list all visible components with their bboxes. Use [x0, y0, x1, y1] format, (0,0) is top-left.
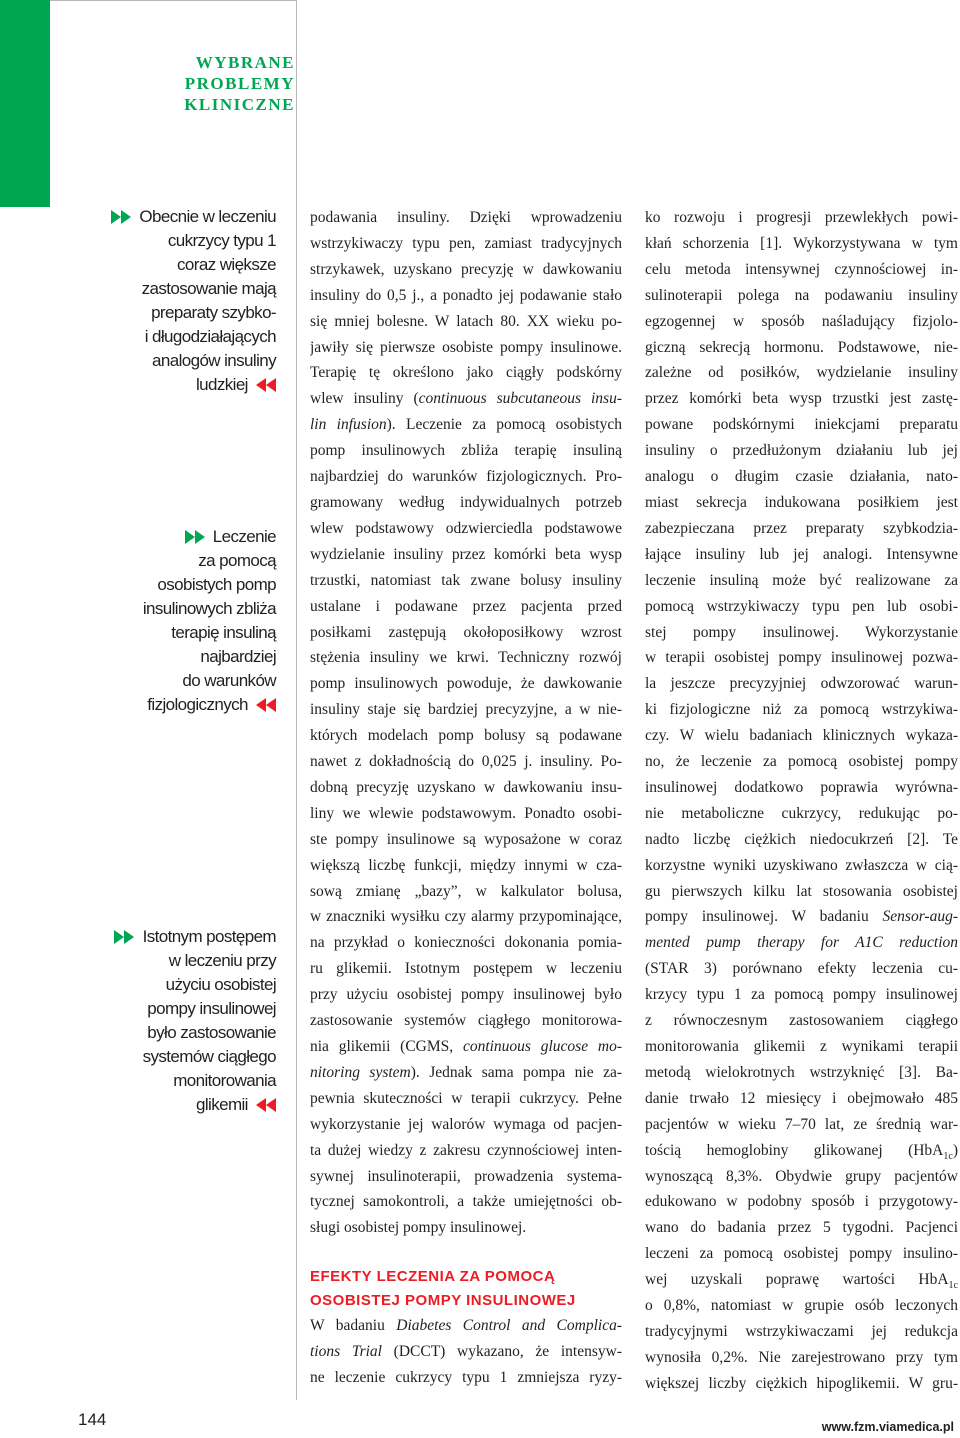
section-tag-line: WYBRANE [195, 53, 295, 72]
body-line: wykorzystanie jej walorów wymaga od pacjen- [310, 1115, 622, 1133]
body-line: Terapię tę określono jako ciągły podskórny [310, 364, 622, 382]
body-line: ko rozwoju i progresji przewlekłych powi- [645, 209, 958, 226]
pull-quote-line: najbardziej [200, 647, 276, 666]
body-line: ste pompy insulinowe są wyposażone w coraz [310, 830, 622, 848]
pull-quote-line: systemów ciągłego [142, 1047, 276, 1066]
section-color-block [0, 0, 50, 207]
pull-quote-line: za pomocą [198, 551, 276, 570]
body-line: wynoszącą 8,3%. Obydwie grupy pacjentów [645, 1167, 958, 1185]
body-line: wano do badania przez 5 tygodni. Pacjenci [645, 1219, 958, 1237]
body-line: w znaczniki wysiłku czy alarmy przypominające, [310, 908, 622, 926]
body-line: ru glikemii. Istotnym postępem w leczeniu [310, 960, 622, 978]
pull-quote-line: coraz większe [177, 255, 276, 274]
body-column-2 [645, 205, 958, 1397]
body-line: pomp insulinowych zbliża terapię insuliną [310, 442, 622, 460]
pull-quote-line: osobistych pomp [157, 575, 276, 594]
pull-quote-line: użyciu osobistej [165, 975, 276, 994]
body-line: wynosiła 0,2%. Nie zarejestrowano przy tym [645, 1348, 958, 1366]
body-line: analogu o długim czasie działania, nato- [645, 468, 958, 486]
body-line: pomocą wstrzykiwaczy typu pen lub osobi- [645, 597, 958, 615]
body-line: najbardziej do warunków fizjologicznych. Pro- [310, 468, 622, 486]
body-line: leczenie insuliną może być realizowane za [645, 571, 958, 589]
body-line: na przykład o konieczności dokonania pomia- [310, 934, 622, 952]
body-column-1 [310, 205, 622, 1391]
body-line: insulinowej dodatkowo poprawia wyrówna- [645, 778, 958, 796]
body-line: stężenia insuliny we krwi. Techniczny rozwój [310, 649, 622, 667]
pull-quote-line: terapię insuliną [171, 623, 276, 642]
body-line: pomp insulinowych powoduje, że dawkowanie [310, 675, 622, 693]
double-arrow-right-icon [114, 930, 138, 944]
body-line: ki fizjologiczne niż za pomocą wstrzykiwa- [645, 701, 958, 719]
body-line: leczeni za pomocą osobistej pompy insulino- [645, 1245, 958, 1263]
body-line: powane podskórnymi iniekcjami preparatu [645, 416, 958, 434]
section-tag-line: PROBLEMY [184, 74, 295, 93]
body-line: tions Trial (DCCT) wykazano, że intensyw- [310, 1343, 622, 1361]
body-line: no, że leczenie za pomocą osobistej pompy [645, 753, 958, 771]
pull-quote-line: glikemii [195, 1095, 248, 1114]
page-number: 144 [78, 1410, 107, 1429]
body-line: o 0,8%, natomiast w grupie osób leczonych [645, 1297, 958, 1315]
body-line: W badaniu Diabetes Control and Complica- [310, 1317, 622, 1335]
double-arrow-right-icon [185, 530, 209, 544]
body-line: zabezpieczana przez preparaty szybkodzia- [645, 519, 958, 537]
body-line: ne leczenie cukrzycy typu 1 zmniejsza ryzy- [310, 1369, 622, 1387]
double-arrow-left-icon [252, 378, 276, 392]
body-line: kłań schorzenia [1]. Wykorzystywana w tym [645, 234, 958, 252]
site-url[interactable]: www.fzm.viamedica.pl [821, 1420, 954, 1434]
body-line: insuliny do 0,5 j., a ponadto jej podawanie stało [310, 286, 622, 304]
section-tag [60, 52, 295, 115]
pull-quote-line: Obecnie w leczeniu [139, 207, 276, 226]
pull-quote-line: ludzkiej [195, 375, 248, 394]
body-line: przy użyciu osobistej pompy insulinowej było [310, 986, 622, 1004]
body-line: celu metoda intensywnej czynnościowej in- [645, 260, 958, 278]
body-line: przez komórki beta wysp trzustki jest zastę- [645, 390, 958, 408]
body-line: la jeszcze precyzyjniej odwzorować warun- [645, 675, 958, 693]
section-tag-line: KLINICZNE [184, 95, 295, 114]
body-line: insuliny o przedłużonym działaniu lub jej [645, 442, 958, 460]
body-line: nadto liczbę ciężkich niedocukrzeń [2]. Te [645, 830, 958, 848]
pull-quote-line: do warunków [182, 671, 276, 690]
body-line: sywnej insulinoterapii, prowadzenia systema- [310, 1167, 622, 1185]
body-line: mented pump therapy for A1C reduction [645, 934, 958, 952]
pull-quote-line: insulinowych zbliża [142, 599, 276, 618]
pull-quote-line: w leczeniu przy [168, 951, 276, 970]
body-line: sługi osobistej pompy insulinowej. [310, 1219, 527, 1237]
body-line: z równoczesnym zastosowaniem ciągłego [645, 1012, 958, 1030]
body-line: strzykawek, uzyskano precyzję w dawkowaniu [310, 260, 622, 278]
column-divider [296, 0, 297, 1400]
body-line: tością hemoglobiny glikowanej (HbA$_{1c}$) [645, 1141, 958, 1162]
body-line: insuliny staje się bardziej precyzyjne, a w nie- [310, 701, 622, 719]
body-line: gramowany według indywidualnych potrzeb [310, 493, 622, 511]
body-line: lin infusion). Leczenie za pomocą osobistych [310, 416, 622, 434]
double-arrow-left-icon [252, 1098, 276, 1112]
body-line: wydzielanie insuliny przez komórki beta wysp [310, 545, 622, 563]
body-line: wstrzykiwaczy typu pen, zamiast tradycyjnych [310, 234, 622, 252]
body-line: ta dużej wiedzy z zakresu czynnościowej inten- [310, 1141, 622, 1159]
double-arrow-right-icon [111, 210, 135, 224]
body-line: posiłkami zastępują okołoposiłkowy wzrost [310, 623, 622, 641]
body-line: egzogennej w sposób naśladujący fizjolo- [645, 312, 958, 330]
pull-quote-line: preparaty szybko- [151, 303, 276, 322]
body-line: pacjentów w wieku 7–70 lat, ze średnią war- [645, 1115, 958, 1133]
body-line: monitorowania glikemii z wynikami terapii [645, 1038, 958, 1055]
pull-quote-2 [143, 525, 276, 717]
body-line: czy. W wielu badaniach klinicznych wykaza- [645, 727, 958, 745]
body-line: stej pompy insulinowej. Wykorzystanie [645, 623, 958, 641]
body-line: większą liczbę funkcji, między innymi w cza- [310, 856, 622, 874]
body-line: pewnia skuteczności w terapii cukrzycy. Pełne [310, 1089, 622, 1107]
body-line: większej liczby ciężkich hipoglikemii. W gru- [645, 1374, 958, 1392]
pull-quote-line: Leczenie [212, 527, 276, 546]
pull-quote-3 [114, 925, 276, 1117]
body-line: krzycy typu 1 za pomocą pompy insulinowej [645, 986, 958, 1004]
pull-quote-line: fizjologicznych [147, 695, 248, 714]
body-line: nawet z dokładnością do 0,025 j. insuliny. Po- [310, 753, 622, 771]
pull-quote-line: cukrzycy typu 1 [167, 231, 276, 250]
body-line: sulinoterapii polega na podawaniu insuliny [645, 286, 958, 304]
body-line: pompy insulinowej. W badaniu Sensor-aug- [645, 908, 958, 926]
body-line: nia glikemii (CGMS, continuous glucose mo- [310, 1038, 622, 1055]
body-line: liny we wlewie podstawowym. Ponadto osobi- [310, 804, 622, 822]
pull-quote-line: analogów insuliny [152, 351, 276, 370]
body-line: sową zmianę „bazy”, w kalkulator bolusa, [310, 882, 622, 900]
pull-quote-line: pompy insulinowej [147, 999, 276, 1018]
pull-quote-line: monitorowania [173, 1071, 276, 1090]
pull-quote-1 [111, 205, 276, 397]
body-line: się mniej bolesne. W latach 80. XX wieku po- [310, 312, 622, 330]
body-line: danie trwało 12 miesięcy i obejmowało 485 [645, 1089, 958, 1107]
top-rule [50, 0, 296, 1]
body-line: metodą wielokrotnych wstrzyknięć [3]. Ba- [645, 1063, 958, 1081]
body-line: zależne od posiłków, wydzielanie insuliny [645, 364, 958, 382]
body-line: wlew podstawowy odzwierciedla podstawowe [310, 519, 622, 537]
body-line: których modelach pomp bolusy są podawane [310, 727, 622, 745]
body-line: korzystne wyniki uzyskiwano zwłaszcza w cią- [645, 856, 958, 874]
body-line: miast sekrecja indukowana posiłkiem jest [645, 493, 958, 511]
pull-quote-line: Istotnym postępem [142, 927, 276, 946]
body-line: tradycyjnymi wstrzykiwaczami jej redukcja [645, 1322, 958, 1340]
body-line: tycznej samokontroli, a także umiejętności ob- [310, 1193, 622, 1211]
body-line: dobną precyzję uzyskano w dawkowaniu insu- [310, 778, 622, 796]
pull-quote-line: było zastosowanie [147, 1023, 276, 1042]
section-heading: EFEKTY LECZENIA ZA POMOCĄ OSOBISTEJ POMPY INSULINOWEJ [310, 1268, 576, 1310]
double-arrow-left-icon [252, 698, 276, 712]
body-line: podawania insuliny. Dzięki wprowadzeniu [310, 209, 622, 226]
body-line: edukowano w podobny sposób i przygotowy- [645, 1193, 958, 1211]
body-line: (STAR 3) porównano efekty leczenia cu- [645, 960, 958, 978]
body-line: jawiły się pierwsze osobiste pompy insulinowe. [310, 338, 622, 356]
body-line: giczną sekrecją hormonu. Podstawowe, nie- [645, 338, 958, 356]
body-line: gu pierwszych kilku lat stosowania osobistej [645, 882, 958, 900]
body-line: wej uzyskali poprawę wartości HbA$_{1c}$ [645, 1271, 958, 1292]
body-line: nie metaboliczne cukrzycy, redukując po- [645, 804, 958, 822]
pull-quote-line: i długodziałających [144, 327, 276, 346]
pull-quote-line: zastosowanie mają [141, 279, 276, 298]
body-line: ustalane i podawane przez pacjenta przed [310, 597, 622, 615]
body-line: trzustki, natomiast tak zwane bolusy insuliny [310, 571, 622, 589]
body-line: w terapii osobistej pompy insulinowej pozwa- [645, 649, 958, 667]
body-line: wlew insuliny (continuous subcutaneous insu- [310, 390, 622, 408]
body-line: nitoring system). Jednak sama pompa nie za- [310, 1063, 622, 1081]
body-line: łające insuliny lub jej analogi. Intensywne [645, 545, 958, 563]
body-line: zastosowanie systemów ciągłego monitorowa- [310, 1012, 622, 1030]
